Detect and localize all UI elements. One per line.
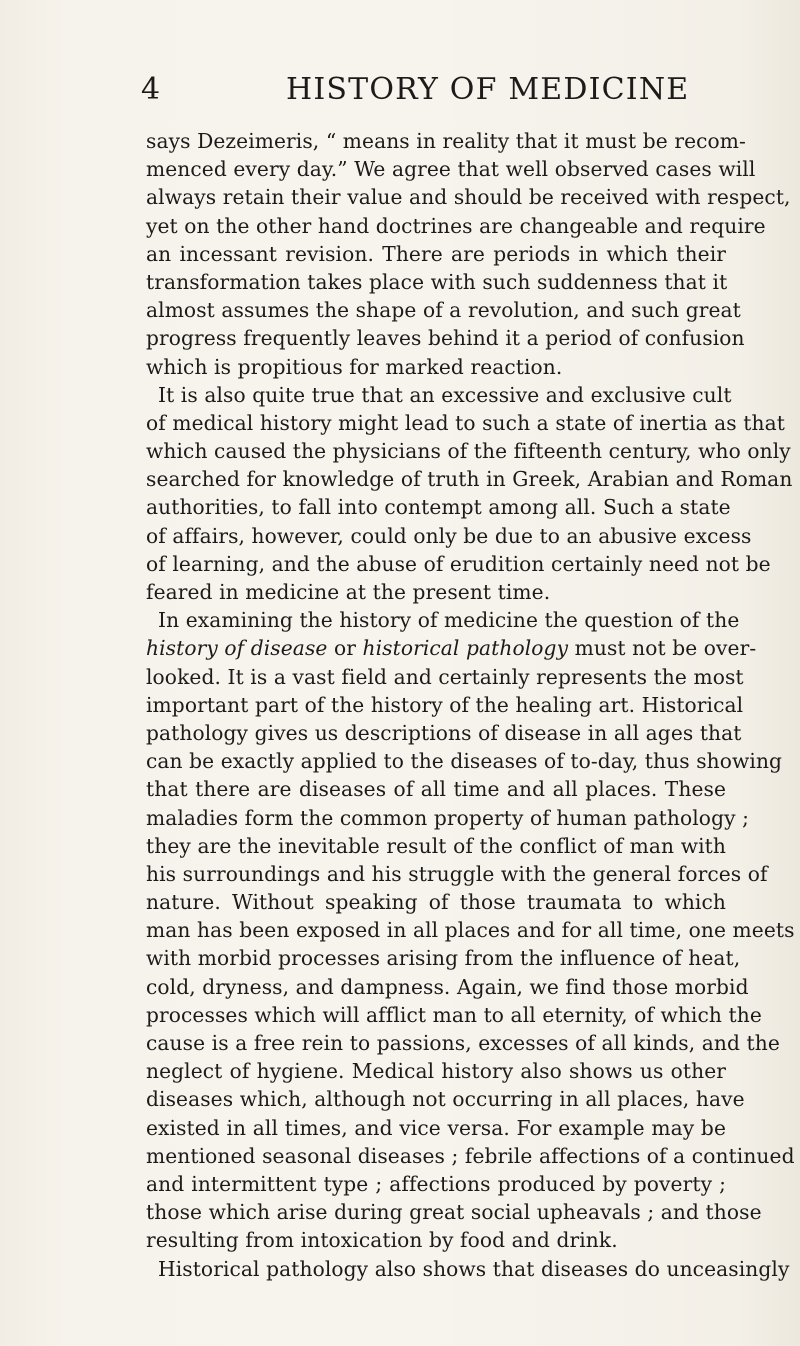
text-line: authorities, to fall into contempt among all. Such a state (146, 495, 731, 520)
text-line: of learning, and the abuse of erudition certainly need not be (146, 551, 771, 576)
text-line: his surroundings and his struggle with the general forces of (146, 861, 768, 886)
text-line: and intermittent type ; affections produced by poverty ; (146, 1171, 726, 1196)
text-line: In examining the history of medicine the question of the (158, 608, 740, 633)
text-line: searched for knowledge of truth in Greek, Arabian and Roman (146, 467, 793, 492)
text-line: important part of the history of the healing art. Historical (146, 692, 744, 717)
text-line: they are the inevitable result of the conflict of man with (146, 833, 726, 858)
text-line: can be exactly applied to the diseases of to-day, thus showing (146, 749, 783, 774)
text-line: cause is a free rein to passions, excesses of all kinds, and the (146, 1031, 780, 1055)
text-line: processes which will afflict man to all eternity, of which the (146, 1002, 762, 1027)
text-line: resulting from intoxication by food and drink. (146, 1228, 618, 1253)
running-title: HISTORY OF MEDICINE (286, 72, 690, 107)
text-line: always retain their value and should be received with respect, (146, 185, 791, 210)
page-header (0, 72, 800, 112)
text-line: that there are diseases of all time and all places. These (146, 777, 726, 802)
text-line: mentioned seasonal diseases ; febrile affections of a continued (146, 1143, 795, 1168)
text-line: of medical history might lead to such a state of inertia as that (146, 410, 785, 435)
text-line: Historical pathology also shows that diseases do unceasingly (158, 1256, 790, 1281)
text-line: menced every day.” We agree that well observed cases will (146, 157, 756, 182)
text-line: feared in medicine at the present time. (146, 580, 551, 604)
text-line: an incessant revision. There are periods in which their (146, 241, 726, 266)
text-line: transformation takes place with such suddenness that it (146, 269, 728, 294)
plain-text: must not be over- (568, 636, 757, 661)
text-line: progress frequently leaves behind it a period of confusion (146, 326, 745, 351)
italic-term: history (146, 636, 218, 661)
text-line: those which arise during great social upheavals ; and those (146, 1200, 762, 1225)
text-line: which caused the physicians of the fifteenth century, who only (146, 439, 791, 464)
text-line: neglect of hygiene. Medical history also shows us other (146, 1059, 726, 1084)
italic-term: historical pathology (362, 636, 569, 661)
text-line: nature. Without speaking of those traumata to which (146, 890, 726, 915)
text-line: looked. It is a vast field and certainly represents the most (146, 664, 744, 689)
text-line: existed in all times, and vice versa. For example may be (146, 1115, 726, 1140)
plain-text: or (327, 636, 363, 661)
text-line: cold, dryness, and dampness. Again, we find those morbid (146, 974, 749, 999)
text-line: diseases which, although not occurring in all places, have (146, 1087, 745, 1112)
text-line: pathology gives us descriptions of disease in all ages that (146, 720, 742, 745)
body-text (146, 127, 795, 1283)
text-line: says Dezeimeris, “ means in reality that it must be recom- (146, 129, 746, 153)
text-line: almost assumes the shape of a revolution, and such great (146, 298, 741, 323)
italic-term: of disease (224, 636, 328, 661)
text-line: man has been exposed in all places and for all time, one meets (146, 918, 795, 943)
text-line: yet on the other hand doctrines are changeable and require (146, 213, 766, 238)
text-line: maladies form the common property of human pathology ; (146, 805, 750, 830)
text-line: of affairs, however, could only be due to an abusive excess (146, 523, 752, 548)
page-number: 4 (141, 72, 161, 107)
text-line: with morbid processes arising from the influence of heat, (146, 946, 741, 971)
text-line: It is also quite true that an excessive and exclusive cult (158, 382, 732, 407)
text-line-italic (146, 634, 757, 662)
text-line: which is propitious for marked reaction. (146, 354, 563, 379)
